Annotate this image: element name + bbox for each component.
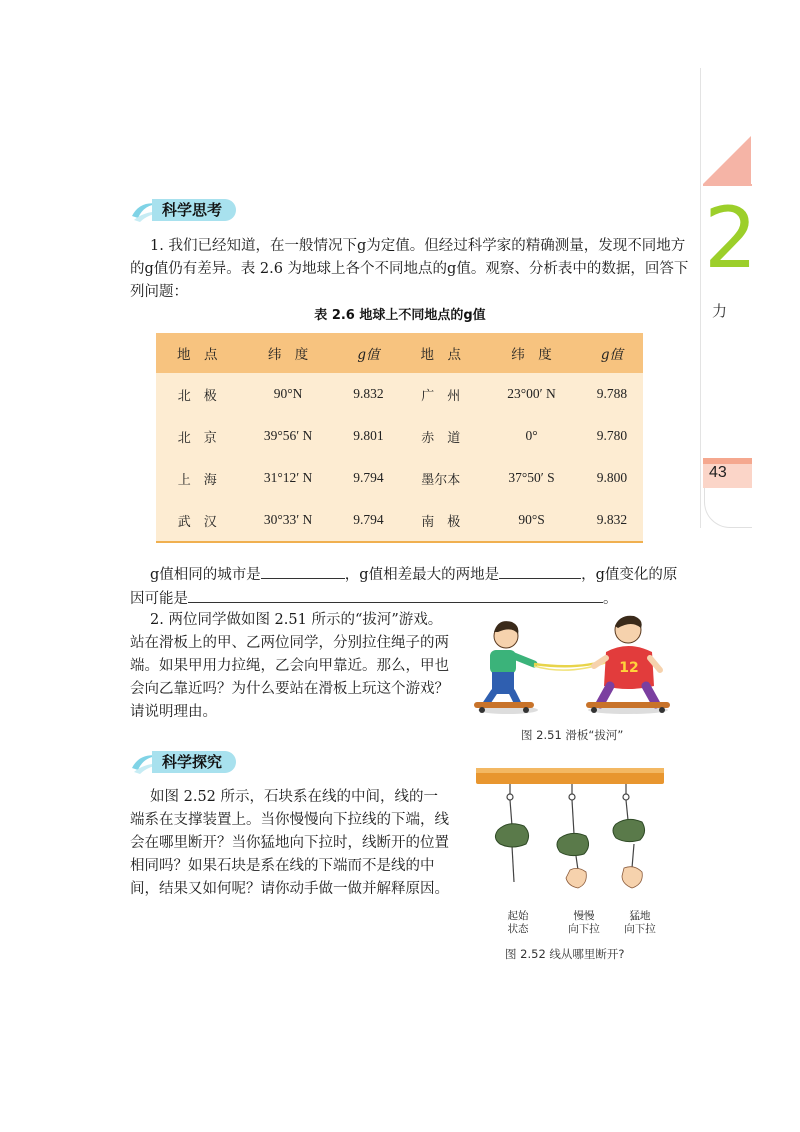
chapter-corner-triangle — [703, 136, 751, 184]
table-cell: 0° — [525, 428, 538, 443]
table-row — [156, 373, 643, 415]
figure-label-slow-pull — [560, 910, 608, 936]
table-cell: 9.794 — [353, 512, 384, 527]
column-header: 纬 度 — [267, 347, 309, 363]
label-text: 慢慢 向下拉 — [568, 910, 600, 935]
chapter-title: 力 — [712, 302, 728, 320]
table-cell: 37°50′ S — [508, 470, 555, 485]
table-cell: 南 极 — [421, 514, 461, 530]
fill-in-question — [130, 563, 690, 611]
inquiry-text: 如图 2.52 所示，石块系在线的中间，线的一端系在支撑装置上。当你慢慢向下拉线的下端，线会在哪里断开？当你猛地向下拉时，线断开的位置相同吗？如果石块是系在线的下端而不是线的中间，结果又如何呢？请你动手做一做并解释原因。 — [130, 789, 449, 897]
question-1-text: 1. 我们已经知道，在一般情况下g为定值。但经过科学家的精确测量，发现不同地方的g值仍有差异。表 2.6 为地球上各个不同地点的g值。观察、分析表中的数据，回答下列问题： — [130, 238, 689, 300]
table-cell: 9.832 — [353, 386, 384, 401]
table-cell: 9.788 — [596, 386, 628, 401]
fill-text-end: 。 — [603, 591, 618, 607]
section-header-science-inquiry — [130, 748, 260, 776]
chapter-number: 2 — [704, 189, 758, 287]
table-cell: 9.801 — [353, 428, 384, 443]
jersey-number: 12 — [619, 660, 639, 676]
table-cell: 9.800 — [596, 470, 628, 485]
table-cell: 赤 道 — [421, 430, 461, 446]
table-cell: 北 京 — [177, 430, 217, 446]
table-row — [156, 415, 643, 457]
table-cell: 9.832 — [596, 512, 628, 527]
table-row — [156, 499, 643, 541]
table-caption: 表 2.6 地球上不同地点的g值 — [314, 308, 486, 323]
section-header-label: 科学思考 — [152, 199, 236, 221]
table-cell: 23°00′ N — [507, 386, 556, 401]
table-cell: 31°12′ N — [263, 470, 313, 485]
page-number: 43 — [709, 464, 727, 481]
column-header: g值 — [600, 347, 624, 363]
section-header-science-thinking — [130, 196, 260, 224]
answer-blank-1[interactable] — [261, 563, 345, 579]
table-cell: 39°56′ N — [263, 428, 313, 443]
answer-blank-3[interactable] — [188, 587, 603, 603]
table-cell: 9.780 — [596, 428, 628, 443]
fill-text-c: ，g值变化的原 — [581, 567, 678, 583]
column-header: g值 — [357, 347, 380, 363]
figure-2-52-illustration — [474, 764, 666, 912]
fill-text-b: ，g值相差最大的两地是 — [344, 567, 500, 583]
figure-2-51-illustration — [468, 612, 678, 720]
column-header: 纬 度 — [511, 347, 552, 363]
figure-2-51-caption: 图 2.51 滑板“拔河” — [521, 728, 624, 742]
figure-label-initial — [498, 910, 538, 936]
fill-text-a: g值相同的城市是 — [150, 567, 261, 583]
table-row — [156, 457, 643, 499]
answer-blank-2[interactable] — [499, 563, 581, 579]
table-cell: 武 汉 — [177, 514, 217, 530]
question-2-text: 2. 两位同学做如图 2.51 所示的“拔河”游戏。站在滑板上的甲、乙两位同学，分别拉住绳子的两端。如果甲用力拉绳，乙会向甲靠近。那么，甲也会向乙靠近吗？为什么要站在滑板上玩这个游戏？请说明理由。 — [130, 612, 449, 720]
figure-label-sudden-pull — [616, 910, 664, 936]
column-header: 地 点 — [420, 347, 462, 363]
table-cell: 广 州 — [421, 388, 461, 404]
label-text: 起始 状态 — [507, 910, 529, 935]
table-cell: 9.794 — [353, 470, 384, 485]
table-cell: 上 海 — [177, 472, 217, 488]
table-cell: 墨尔本 — [421, 472, 461, 488]
table-cell: 30°33′ N — [263, 512, 313, 527]
table-cell: 90°N — [273, 386, 303, 401]
table-cell: 北 极 — [177, 388, 217, 404]
fill-text-d: 因可能是 — [130, 591, 188, 607]
column-header: 地 点 — [177, 347, 218, 363]
figure-2-52-caption: 图 2.52 线从哪里断开? — [505, 947, 625, 961]
section-header-label: 科学探究 — [152, 751, 236, 773]
chapter-band — [703, 184, 752, 186]
g-value-table — [156, 333, 643, 543]
table-header-row — [156, 333, 643, 373]
label-text: 猛地 向下拉 — [624, 910, 656, 935]
table-cell: 90°S — [518, 512, 545, 527]
